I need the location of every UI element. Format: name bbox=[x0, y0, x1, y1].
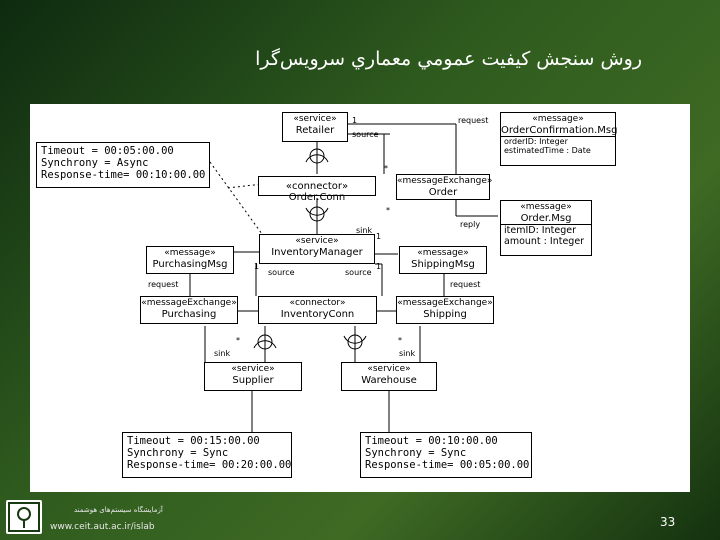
attribute: orderID: Integer bbox=[501, 136, 615, 146]
sink-label: sink bbox=[214, 349, 231, 358]
multiplicity-label: 1 bbox=[376, 232, 382, 241]
multiplicity-label: * bbox=[386, 206, 390, 215]
sink-label: sink bbox=[356, 226, 373, 235]
box-name: Purchasing bbox=[161, 309, 217, 320]
box-name: Retailer bbox=[295, 125, 335, 136]
stereotype: «message» bbox=[532, 114, 584, 124]
stereotype: «messageExchange» bbox=[141, 298, 237, 308]
shipping-msg-box bbox=[399, 246, 487, 274]
retailer-qos-note bbox=[36, 142, 210, 188]
supplier-qos-note bbox=[122, 432, 292, 478]
box-name: Supplier bbox=[232, 375, 274, 386]
reply-label: reply bbox=[460, 220, 481, 229]
slide-title: روش سنجش كيفيت عمومي معماري سرويس‌گرا bbox=[255, 48, 642, 70]
inventory-connector-box bbox=[258, 296, 377, 324]
multiplicity-label: 1 bbox=[376, 262, 382, 271]
stereotype: «message» bbox=[164, 248, 216, 258]
stereotype: «service» bbox=[231, 364, 275, 374]
stereotype: «messageExchange» bbox=[397, 298, 493, 308]
source-label: source bbox=[352, 130, 379, 139]
box-name: «connector» Order.Conn bbox=[285, 181, 349, 203]
source-label: source bbox=[345, 268, 372, 277]
box-name: Order bbox=[428, 187, 458, 198]
box-name: Warehouse bbox=[361, 375, 417, 386]
stereotype: «service» bbox=[293, 114, 337, 124]
attribute: estimatedTime : Date bbox=[504, 146, 591, 155]
multiplicity-label: * bbox=[384, 164, 388, 173]
request-label: request bbox=[148, 280, 179, 289]
attribute: amount : Integer bbox=[504, 236, 585, 247]
order-exchange-box bbox=[396, 174, 493, 200]
timeout-text: Timeout = 00:05:00.00 bbox=[41, 145, 174, 157]
lab-logo bbox=[6, 500, 42, 534]
stereotype: «message» bbox=[520, 202, 572, 212]
box-name: ShippingMsg bbox=[411, 259, 475, 270]
stereotype: «message» bbox=[417, 248, 469, 258]
request-label: request bbox=[450, 280, 481, 289]
response-text: Response-time= 00:10:00.00 bbox=[41, 169, 206, 181]
order-connector-box bbox=[258, 176, 376, 203]
timeout-text: Timeout = 00:10:00.00 bbox=[365, 435, 498, 447]
box-name: InventoryManager bbox=[271, 247, 363, 258]
shipping-exchange-box bbox=[396, 296, 494, 324]
purchasing-exchange-box bbox=[140, 296, 238, 324]
synchrony-text: Synchrony = Async bbox=[41, 157, 149, 169]
stereotype: «messageExchange» bbox=[397, 176, 493, 186]
attribute: itemID: Integer bbox=[501, 224, 591, 236]
synchrony-text: Synchrony = Sync bbox=[127, 447, 229, 459]
warehouse-service-box bbox=[341, 362, 437, 391]
multiplicity-label: 1 bbox=[352, 116, 358, 125]
box-name: Order.Msg bbox=[520, 213, 572, 224]
stereotype: «service» bbox=[295, 236, 339, 246]
box-name: PurchasingMsg bbox=[152, 259, 228, 270]
box-name: Shipping bbox=[423, 309, 467, 320]
diagram-canvas bbox=[30, 104, 690, 492]
sink-label: sink bbox=[399, 349, 416, 358]
response-text: Response-time= 00:05:00.00 bbox=[365, 459, 530, 471]
multiplicity-label: 1 bbox=[254, 262, 260, 271]
lab-logo-icon bbox=[6, 500, 42, 534]
stereotype: «connector» bbox=[289, 298, 346, 308]
order-msg-box bbox=[500, 200, 592, 256]
retailer-service-box bbox=[282, 112, 348, 142]
page-number: 33 bbox=[660, 515, 676, 529]
box-name: OrderConfirmation.Msg bbox=[501, 125, 618, 136]
order-confirmation-msg-box bbox=[500, 112, 616, 166]
stereotype: «service» bbox=[367, 364, 411, 374]
warehouse-qos-note bbox=[360, 432, 532, 478]
request-label: request bbox=[458, 116, 489, 125]
footer-url: www.ceit.aut.ac.ir/islab bbox=[50, 522, 155, 532]
multiplicity-label: * bbox=[236, 336, 240, 345]
box-name: InventoryConn bbox=[280, 309, 355, 320]
response-text: Response-time= 00:20:00.00 bbox=[127, 459, 292, 471]
source-label: source bbox=[268, 268, 295, 277]
footer-lab-name: آزمایشگاه سیستم‌های هوشمند bbox=[74, 506, 163, 514]
inventory-manager-service-box bbox=[259, 234, 375, 264]
timeout-text: Timeout = 00:15:00.00 bbox=[127, 435, 260, 447]
supplier-service-box bbox=[204, 362, 302, 391]
synchrony-text: Synchrony = Sync bbox=[365, 447, 467, 459]
multiplicity-label: * bbox=[398, 336, 402, 345]
purchasing-msg-box bbox=[146, 246, 234, 274]
